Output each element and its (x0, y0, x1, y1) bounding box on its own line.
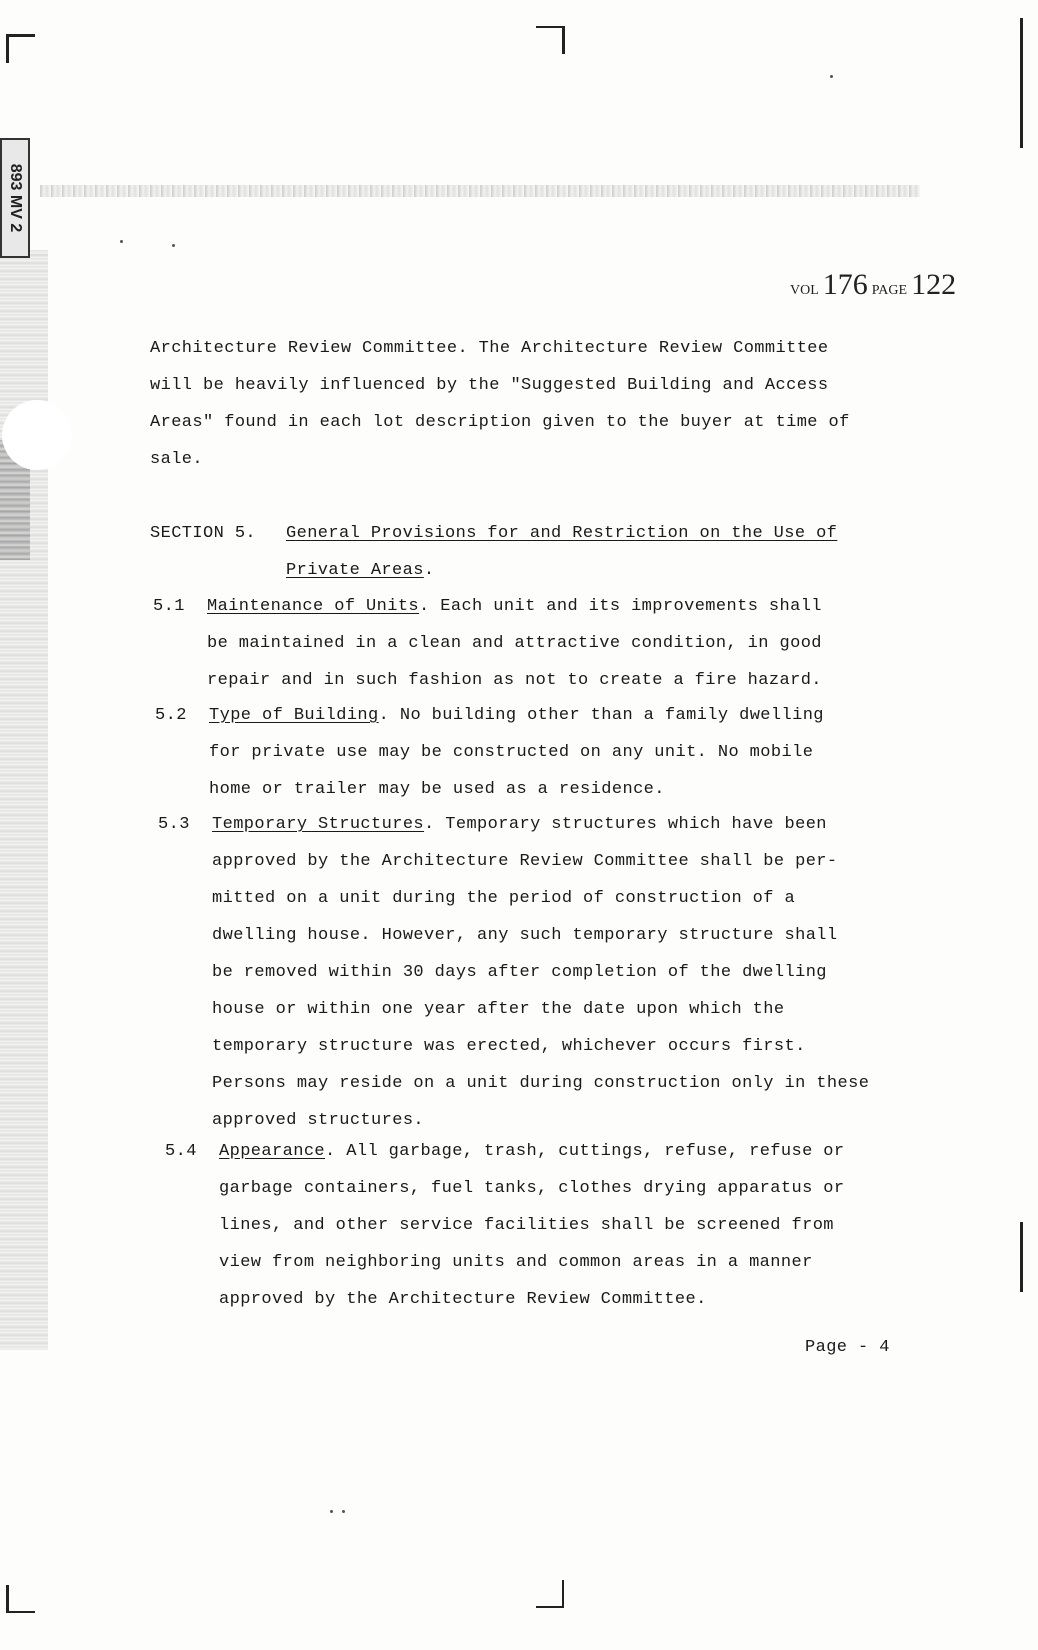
provision-text: lines, and other service facilities shall be screened from (219, 1216, 834, 1235)
margin-stamp-text: 893 MV 2 (7, 163, 24, 233)
section-title-line: Private Areas (286, 561, 424, 580)
paragraph-line: sale. (150, 450, 204, 469)
provision-text: mitted on a unit during the period of construction of a (212, 889, 796, 908)
provision-heading: Temporary Structures (212, 815, 425, 834)
provision-heading: Appearance (219, 1142, 326, 1161)
provision-text: be removed within 30 days after completion of the dwelling (212, 963, 827, 982)
paragraph-line: Areas" found in each lot description given to the buyer at time of (150, 413, 850, 432)
volume-label: VOL (790, 283, 819, 298)
provision-text: . Each unit and its improvements shall (419, 597, 822, 616)
scan-edge-mark-bottom (1020, 1222, 1023, 1292)
crop-mark-bottom-left (6, 1585, 35, 1613)
page-ref-label: PAGE (871, 283, 908, 298)
scan-speck (330, 1510, 333, 1513)
scan-edge-mark-top (1020, 18, 1023, 148)
scan-speck (342, 1510, 345, 1513)
provision-text: be maintained in a clean and attractive condition, in good (207, 634, 822, 653)
page-number: Page - 4 (805, 1338, 890, 1357)
provision-text: repair and in such fashion as not to create a fire hazard. (207, 671, 822, 690)
paragraph-line: Architecture Review Committee. The Architecture Review Committee (150, 339, 829, 358)
crop-mark-top-middle (536, 26, 565, 54)
scan-top-noise (40, 185, 920, 197)
provision-text: garbage containers, fuel tanks, clothes drying apparatus or (219, 1179, 845, 1198)
scan-speck (172, 244, 175, 247)
provision-text: temporary structure was erected, whichever occurs first. (212, 1037, 806, 1056)
scan-speck (120, 240, 123, 243)
section-title-line: General Provisions for and Restriction on the Use of (286, 524, 838, 543)
volume-number: 176 (822, 268, 868, 301)
provision-text: dwelling house. However, any such temporary structure shall (212, 926, 838, 945)
crop-mark-top-left (6, 34, 35, 63)
provision-heading: Type of Building (209, 706, 379, 725)
provision-text: view from neighboring units and common areas in a manner (219, 1253, 813, 1272)
provision-number: 5.3 (158, 815, 190, 834)
provision-number: 5.2 (155, 706, 187, 725)
provision-text: . No building other than a family dwelling (378, 706, 824, 725)
provision-heading: Maintenance of Units (207, 597, 420, 616)
provision-text: approved by the Architecture Review Committee shall be per- (212, 852, 838, 871)
provision-body (207, 588, 907, 699)
section-title-period: . (423, 561, 435, 580)
intro-paragraph (150, 330, 910, 478)
scan-speck (830, 75, 833, 78)
section-number: SECTION 5. (150, 524, 257, 543)
provision-number: 5.1 (153, 597, 185, 616)
provision-text: . All garbage, trash, cuttings, refuse, refuse or (325, 1142, 845, 1161)
provision-body (209, 697, 909, 808)
provision-number: 5.4 (165, 1142, 197, 1161)
provision-body (219, 1133, 919, 1318)
provision-text: for private use may be constructed on any unit. No mobile (209, 743, 814, 762)
crop-mark-bottom-middle (536, 1580, 564, 1608)
provision-text: approved by the Architecture Review Committee. (219, 1290, 707, 1309)
provision-body (212, 806, 912, 1139)
page-ref-number: 122 (911, 268, 957, 301)
provision-text: house or within one year after the date upon which the (212, 1000, 785, 1019)
provision-text: home or trailer may be used as a residence. (209, 780, 665, 799)
provision-text: approved structures. (212, 1111, 425, 1130)
provision-text: . Temporary structures which have been (424, 815, 827, 834)
punch-hole (2, 400, 72, 470)
margin-stamp (0, 138, 30, 258)
section-title (286, 515, 886, 589)
provision-text: Persons may reside on a unit during construction only in these (212, 1074, 870, 1093)
paragraph-line: will be heavily influenced by the "Suggested Building and Access (150, 376, 829, 395)
recording-reference (790, 268, 956, 302)
